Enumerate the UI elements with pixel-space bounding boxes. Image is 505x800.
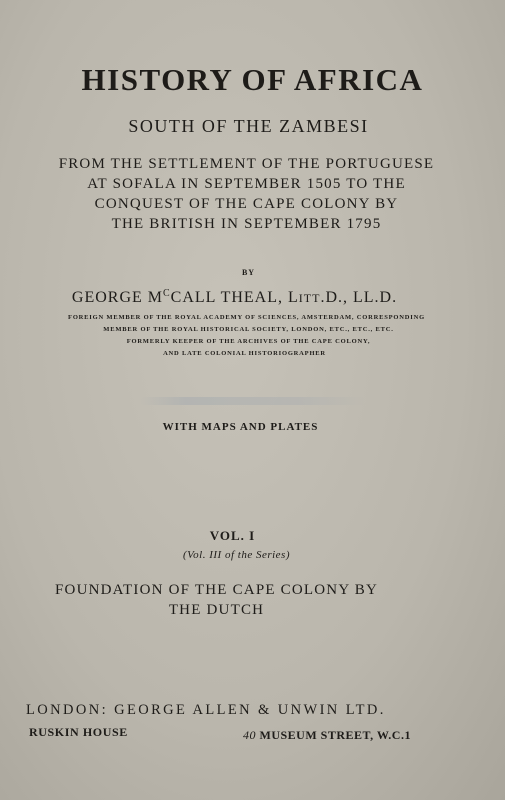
- credential-line: AND LATE COLONIAL HISTORIOGRAPHER: [163, 350, 326, 357]
- credential-line: FOREIGN MEMBER OF THE ROYAL ACADEMY OF SCIENCES, AMSTERDAM, CORRESPONDING: [68, 314, 425, 321]
- degree-initial: L: [288, 289, 299, 306]
- author-first: GEORGE M: [71, 289, 163, 306]
- description-line: FROM THE SETTLEMENT OF THE PORTUGUESE: [58, 156, 435, 172]
- description-line: THE BRITISH IN SEPTEMBER 1795: [111, 216, 382, 232]
- series-note: (Vol. III of the Series): [183, 549, 290, 561]
- faded-stamp-mark: [140, 397, 365, 405]
- book-subtitle: SOUTH OF THE ZAMBESI: [128, 116, 369, 136]
- author-name: [0, 288, 487, 307]
- street-name: MUSEUM STREET, W.C.1: [256, 728, 411, 742]
- degree-small: ITT: [298, 291, 321, 305]
- book-title: HISTORY OF AFRICA: [81, 62, 424, 97]
- degree-rest: .D., LL.D.: [320, 289, 398, 306]
- credential-line: MEMBER OF THE ROYAL HISTORICAL SOCIETY, LONDON, ETC., ETC., ETC.: [103, 326, 394, 333]
- description-line: CONQUEST OF THE CAPE COLONY BY: [94, 196, 399, 212]
- maps-note: WITH MAPS AND PLATES: [162, 421, 319, 433]
- author-last: CALL THEAL,: [170, 289, 283, 306]
- publisher-house: RUSKIN HOUSE: [29, 725, 128, 739]
- description-line: AT SOFALA IN SEPTEMBER 1505 TO THE: [87, 176, 406, 192]
- publisher-imprint: LONDON: GEORGE ALLEN & UNWIN LTD.: [26, 702, 386, 718]
- volume-title-line: THE DUTCH: [168, 602, 265, 618]
- volume-title-line: FOUNDATION OF THE CAPE COLONY BY: [55, 582, 378, 598]
- volume-label: VOL. I: [209, 528, 256, 543]
- credential-line: FORMERLY KEEPER OF THE ARCHIVES OF THE CAPE COLONY,: [126, 338, 371, 345]
- publisher-address: [243, 728, 411, 743]
- street-number: 40: [243, 728, 256, 742]
- author-sup: C: [163, 288, 171, 299]
- by-label: BY: [241, 268, 256, 277]
